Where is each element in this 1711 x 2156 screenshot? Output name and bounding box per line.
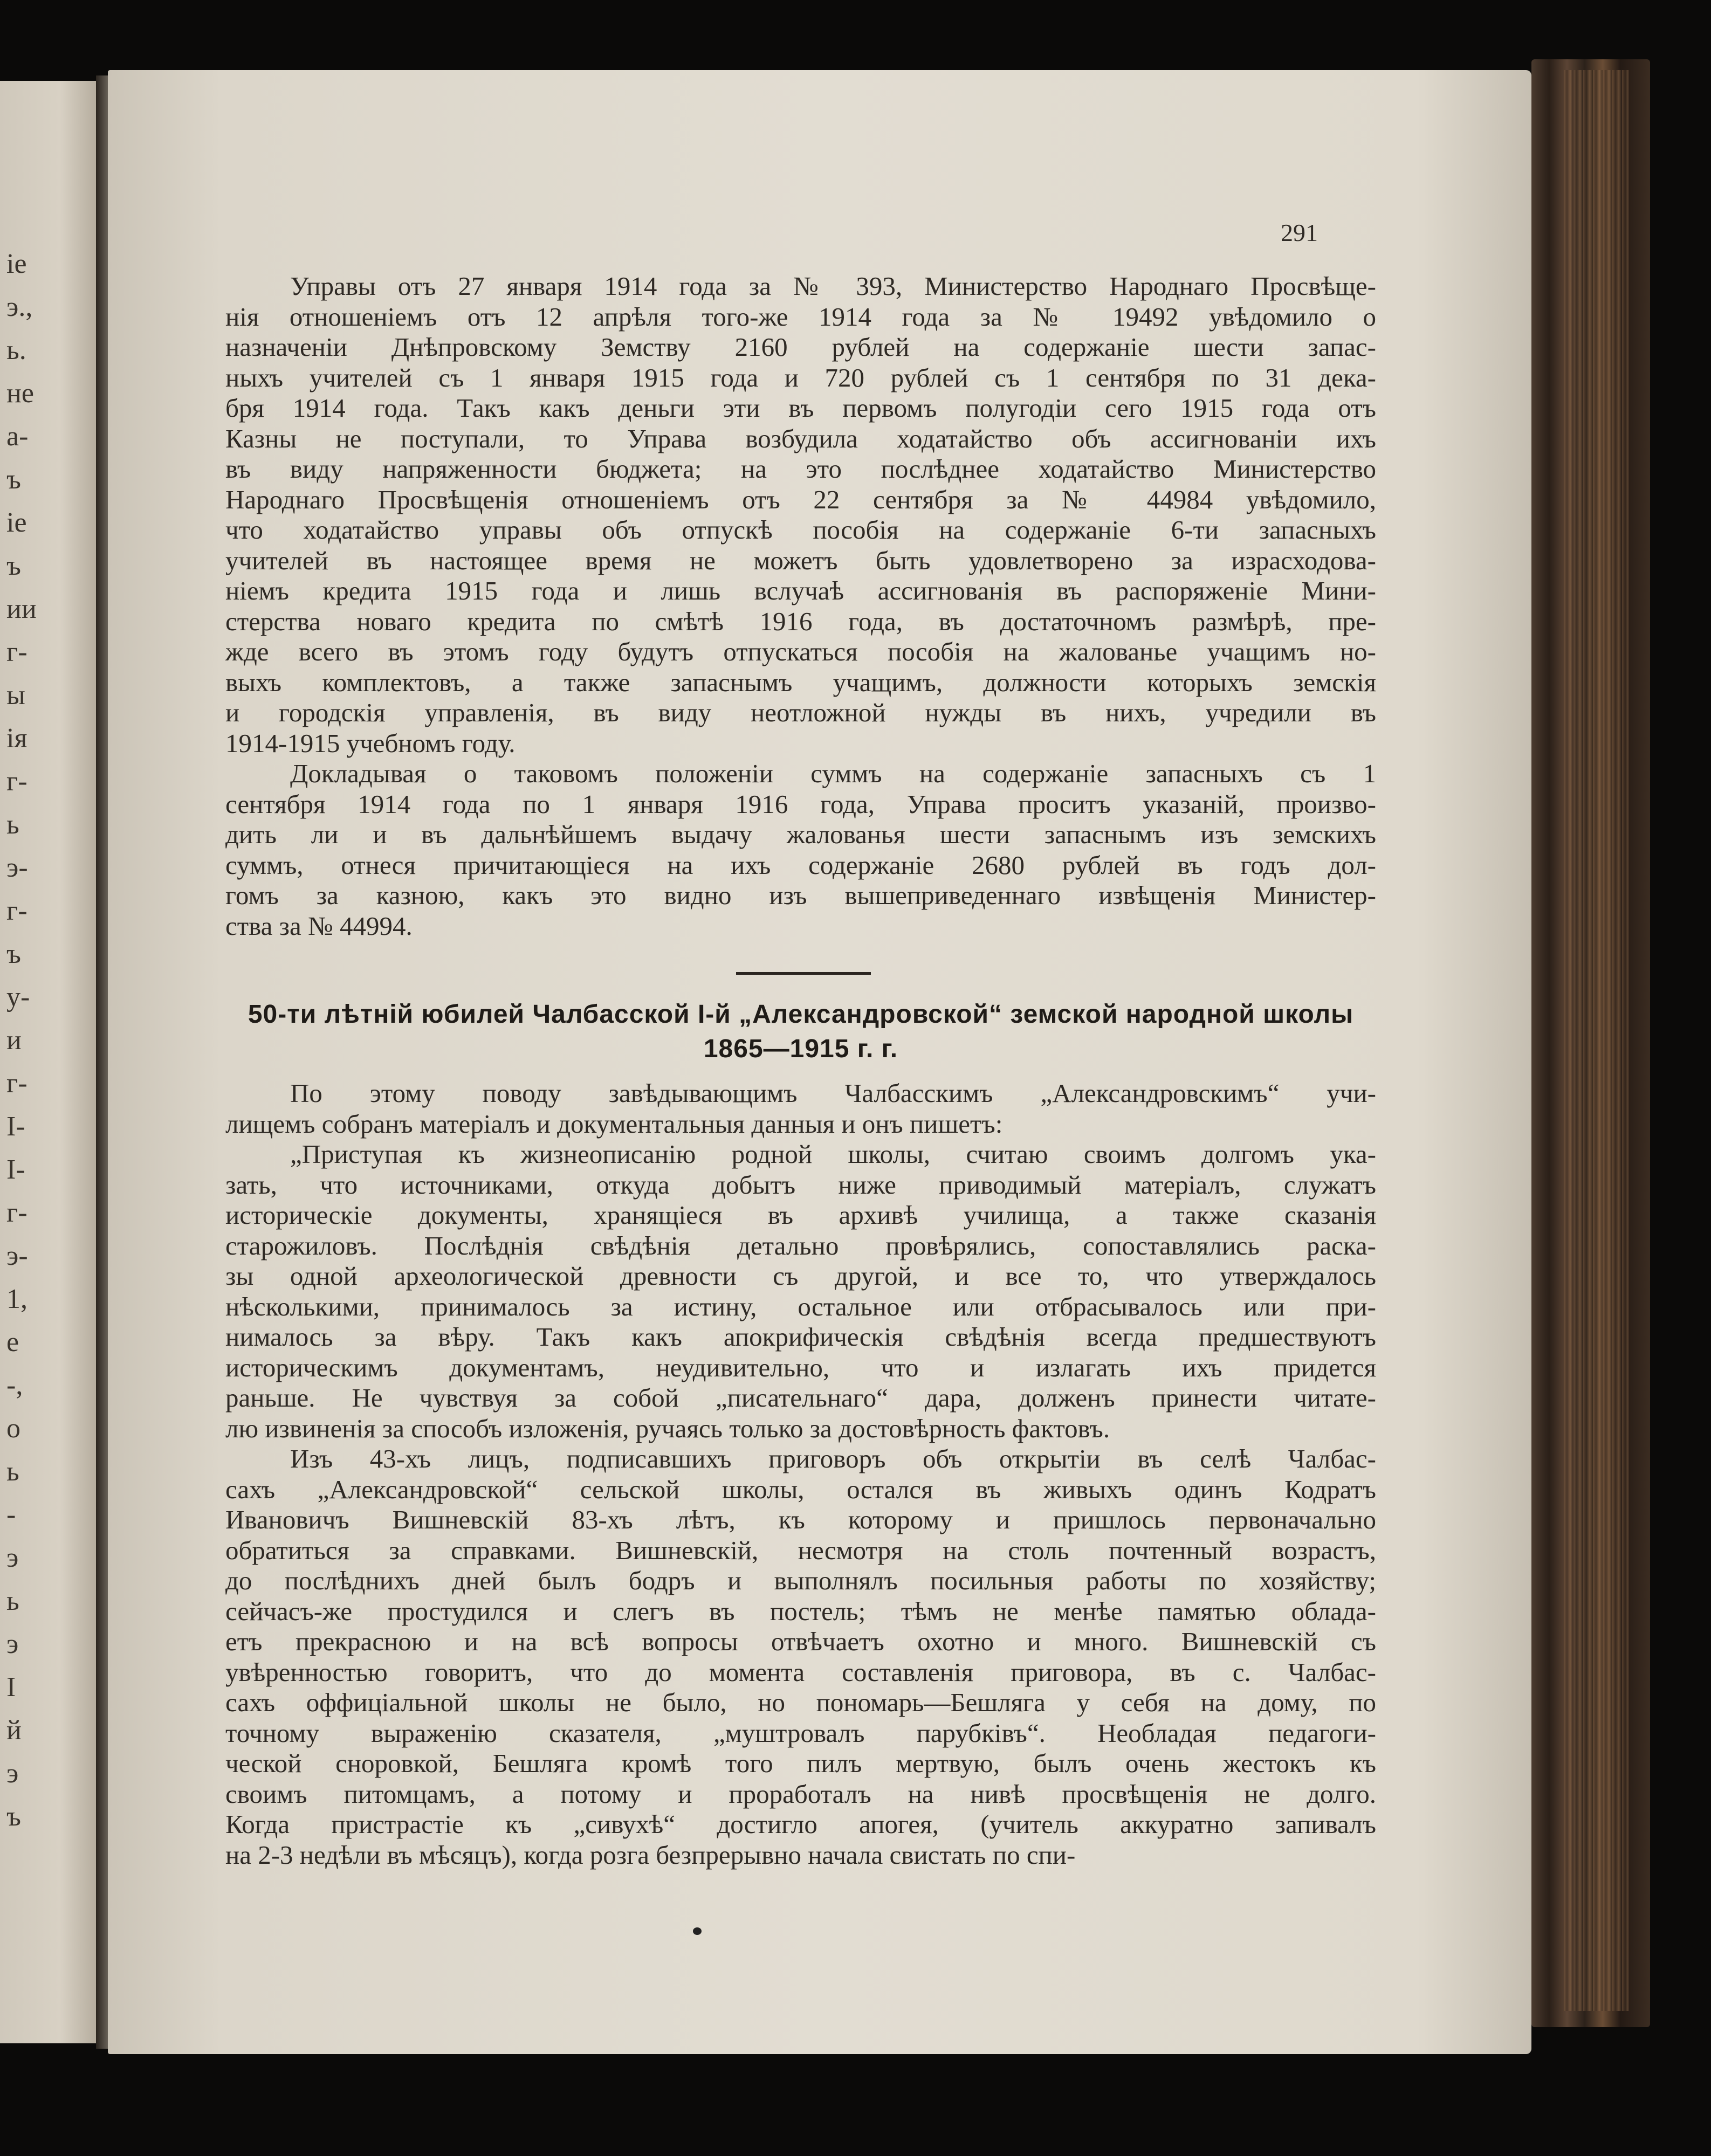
text-line: историческимъ документамъ, неудивительно, что и излагать ихъ придется — [225, 1352, 1376, 1382]
text-line: Докладывая о таковомъ положеніи суммъ на содержаніе запасныхъ съ 1 — [290, 759, 1376, 788]
paragraph-1 — [225, 271, 1376, 759]
left-fragment-text: I — [6, 1672, 16, 1703]
text-line: бря 1914 года. Такъ какъ деньги эти въ первомъ полугодіи сего 1915 года отъ — [225, 393, 1376, 423]
left-fragment-text: э- — [6, 1241, 28, 1271]
text-line: что ходатайство управы объ отпускѣ пособія на содержаніе 6-ти запасныхъ — [225, 515, 1376, 545]
left-fragment-text: I- — [6, 1111, 25, 1142]
page-number: 291 — [1281, 219, 1318, 246]
text-line: Когда пристрастіе къ „сивухѣ“ достигло апогея, (учитель аккуратно запивалъ — [225, 1809, 1376, 1839]
text-line: гомъ за казною, какъ это видно изъ вышеприведеннаго извѣщенія Министер- — [225, 880, 1376, 910]
text-line: дить ли и въ дальнѣйшемъ выдачу жалованья шести запаснымъ изъ земскихъ — [225, 819, 1376, 849]
text-line: стерства новаго кредита по смѣтѣ 1916 года, въ достаточномъ размѣрѣ, пре- — [225, 606, 1376, 636]
text-line: лю извиненія за способъ изложенія, ручаясь только за достовѣрность фактовъ. — [225, 1413, 1110, 1443]
text-line: етъ прекрасною и на всѣ вопросы отвѣчаетъ охотно и много. Вишневскій съ — [225, 1627, 1376, 1656]
left-fragment-text: г- — [6, 1068, 28, 1099]
text-line: нѣсколькими, принималось за истину, остальное или отбрасывалось или при- — [225, 1291, 1376, 1321]
left-page-fragment — [0, 81, 100, 2043]
left-fragment-text: г- — [6, 896, 28, 926]
left-fragment-text: э — [6, 1629, 19, 1659]
text-line: назначеніи Днѣпровскому Земству 2160 рублей на содержаніе шести запас- — [225, 332, 1376, 362]
text-line: нималось за вѣру. Такъ какъ апокрифическія свѣдѣнія всегда предшествуютъ — [225, 1322, 1376, 1352]
text-line: до послѣднихъ дней былъ бодръ и выполнялъ посильныя работы по хозяйству; — [225, 1566, 1376, 1595]
text-line: Казны не поступали, то Управа возбудила ходатайство объ ассигнованіи ихъ — [225, 423, 1376, 453]
heading-line-1: 50-ти лѣтній юбилей Чалбасской I-й „Александровской“ земской народной школы — [248, 1000, 1354, 1029]
text-line: старожиловъ. Послѣднія свѣдѣнія детально провѣрялись, сопоставлялись раска- — [225, 1230, 1376, 1260]
heading-line-2: 1865—1915 г. г. — [703, 1035, 898, 1063]
left-fragment-text: э., — [6, 292, 33, 322]
text-line: ніемъ кредита 1915 года и лишь вслучаѣ ассигнованія въ распоряженіе Мини- — [225, 576, 1376, 605]
left-fragment-text: г- — [6, 1197, 28, 1228]
text-line: историческіе документы, хранящіеся въ архивѣ училища, а также сказанія — [225, 1200, 1376, 1230]
text-line: суммъ, отнеся причитающіеся на ихъ содержаніе 2680 рублей въ годъ дол- — [225, 850, 1376, 880]
text-line: въ виду напряженности бюджета; на это послѣднее ходатайство Министерство — [225, 454, 1376, 484]
left-fragment-text: й — [6, 1715, 22, 1746]
text-line: сейчасъ-же простудился и слегъ въ постель; тѣмъ не менѣе памятью облада- — [225, 1596, 1376, 1626]
left-fragment-text: ы — [6, 680, 25, 711]
text-line: лищемъ собранъ матеріалъ и документальныя данныя и онъ пишетъ: — [225, 1108, 1003, 1139]
text-line: раньше. Не чувствуя за собой „писательнаго“ дара, долженъ принести читате- — [225, 1383, 1376, 1413]
text-line: ства за № 44994. — [225, 911, 413, 941]
left-fragment-text: не — [6, 378, 34, 409]
text-line: Ивановичъ Вишневскій 83-хъ лѣтъ, къ которому и пришлось первоначально — [225, 1505, 1376, 1534]
left-fragment-text: и — [6, 1025, 22, 1056]
left-fragment-text: э — [6, 1542, 19, 1573]
text-line: учителей въ настоящее время не можетъ быть удовлетворено за израсходова- — [225, 545, 1376, 575]
text-line: своимъ питомцамъ, а потому и проработалъ на нивѣ просвѣщенія не долго. — [225, 1779, 1376, 1809]
text-line: зать, что источниками, откуда добытъ ниже приводимый матеріалъ, служатъ — [225, 1169, 1376, 1200]
left-fragment-text: у- — [6, 982, 30, 1012]
text-line: Изъ 43-хъ лицъ, подписавшихъ приговоръ объ открытіи въ селѣ Чалбас- — [290, 1444, 1376, 1473]
text-line: По этому поводу завѣдывающимъ Чалбасскимъ „Александровскимъ“ учи- — [290, 1078, 1376, 1108]
left-fragment-text: ь — [6, 1456, 19, 1487]
left-fragment-text: ь. — [6, 335, 26, 366]
text-line: выхъ комплектовъ, а также запаснымъ учащимъ, должности которыхъ земскія — [225, 667, 1376, 697]
text-line: Управы отъ 27 января 1914 года за № 393, Министерство Народнаго Просвѣще- — [290, 271, 1376, 301]
paragraph-4 — [225, 1139, 1376, 1444]
text-line: и городскія управленія, въ виду неотложной нужды въ нихъ, учредили въ — [225, 698, 1376, 727]
left-fragment-text: ъ — [6, 1801, 21, 1832]
text-block-upper — [225, 271, 1376, 941]
ink-dot — [693, 1927, 702, 1935]
section-heading — [225, 997, 1376, 1066]
left-fragment-text: ie — [6, 249, 27, 279]
left-fragment-text: а- — [6, 421, 29, 452]
left-fragment-text: -, — [6, 1370, 23, 1401]
left-fragment-text: г- — [6, 637, 28, 667]
left-fragment-text: ь — [6, 1586, 19, 1616]
left-fragment-text: ie — [6, 507, 27, 538]
left-fragment-text: о — [6, 1413, 20, 1444]
text-line: „Приступая къ жизнеописанію родной школы, считаю своимъ долгомъ ука- — [290, 1139, 1376, 1169]
text-line: увѣренностью говоритъ, что до момента составленія приговора, въ с. Чалбас- — [225, 1657, 1376, 1687]
text-line: на 2-3 недѣли въ мѣсяцъ), когда розга безпрерывно начала свистать по спи- — [225, 1840, 1076, 1870]
left-fragment-text: ии — [6, 594, 37, 624]
text-line: нія отношеніемъ отъ 12 апрѣля того-же 1914 года за № 19492 увѣдомило о — [225, 301, 1376, 332]
left-fragment-text: е — [6, 1327, 19, 1358]
text-line: зы одной археологической древности съ другой, и все то, что утверждалось — [225, 1261, 1376, 1291]
left-fragment-text: I- — [6, 1154, 25, 1185]
text-block-lower — [225, 1078, 1376, 1870]
page-stack-edge — [1564, 70, 1628, 2011]
left-fragment-text: ъ — [6, 939, 21, 969]
text-line: сахъ оффиціальной школы не было, но пономарь—Бешляга у себя на дому, по — [225, 1687, 1376, 1717]
text-line: обратиться за справками. Вишневскій, несмотря на столь почтенный возрастъ, — [225, 1535, 1376, 1565]
left-fragment-text: iя — [6, 723, 28, 754]
left-fragment-text: - — [6, 1499, 16, 1530]
text-line: ныхъ учителей съ 1 января 1915 года и 720 рублей съ 1 сентября по 31 дека- — [225, 362, 1376, 392]
paragraph-2 — [225, 759, 1376, 941]
left-fragment-text: ь — [6, 809, 19, 840]
text-line: сентября 1914 года по 1 января 1916 года, Управа проситъ указаній, произво- — [225, 789, 1376, 819]
text-line: жде всего въ этомъ году будутъ отпускаться пособія на жалованье учащимъ но- — [225, 637, 1376, 666]
paragraph-3 — [225, 1078, 1376, 1139]
left-fragment-text: г- — [6, 766, 28, 797]
left-fragment-text: э — [6, 1758, 19, 1789]
text-line: точному выраженію сказателя, „муштровалъ парубківъ“. Необладая педагоги- — [225, 1718, 1376, 1748]
section-divider — [736, 972, 871, 975]
text-line: Народнаго Просвѣщенія отношеніемъ отъ 22 сентября за № 44984 увѣдомило, — [225, 484, 1376, 514]
text-line: 1914-1915 учебномъ году. — [225, 728, 516, 758]
left-fragment-text: ъ — [6, 550, 21, 581]
text-line: ческой сноровкой, Бешляга кромѣ того пилъ мертвую, былъ очень жестокъ къ — [225, 1748, 1376, 1778]
paragraph-5 — [225, 1444, 1376, 1870]
left-fragment-text: ъ — [6, 464, 21, 495]
left-fragment-text: 1, — [6, 1284, 28, 1314]
left-fragment-text: э- — [6, 852, 28, 883]
text-line: сахъ „Александровской“ сельской школы, остался въ живыхъ одинъ Кодратъ — [225, 1474, 1376, 1504]
